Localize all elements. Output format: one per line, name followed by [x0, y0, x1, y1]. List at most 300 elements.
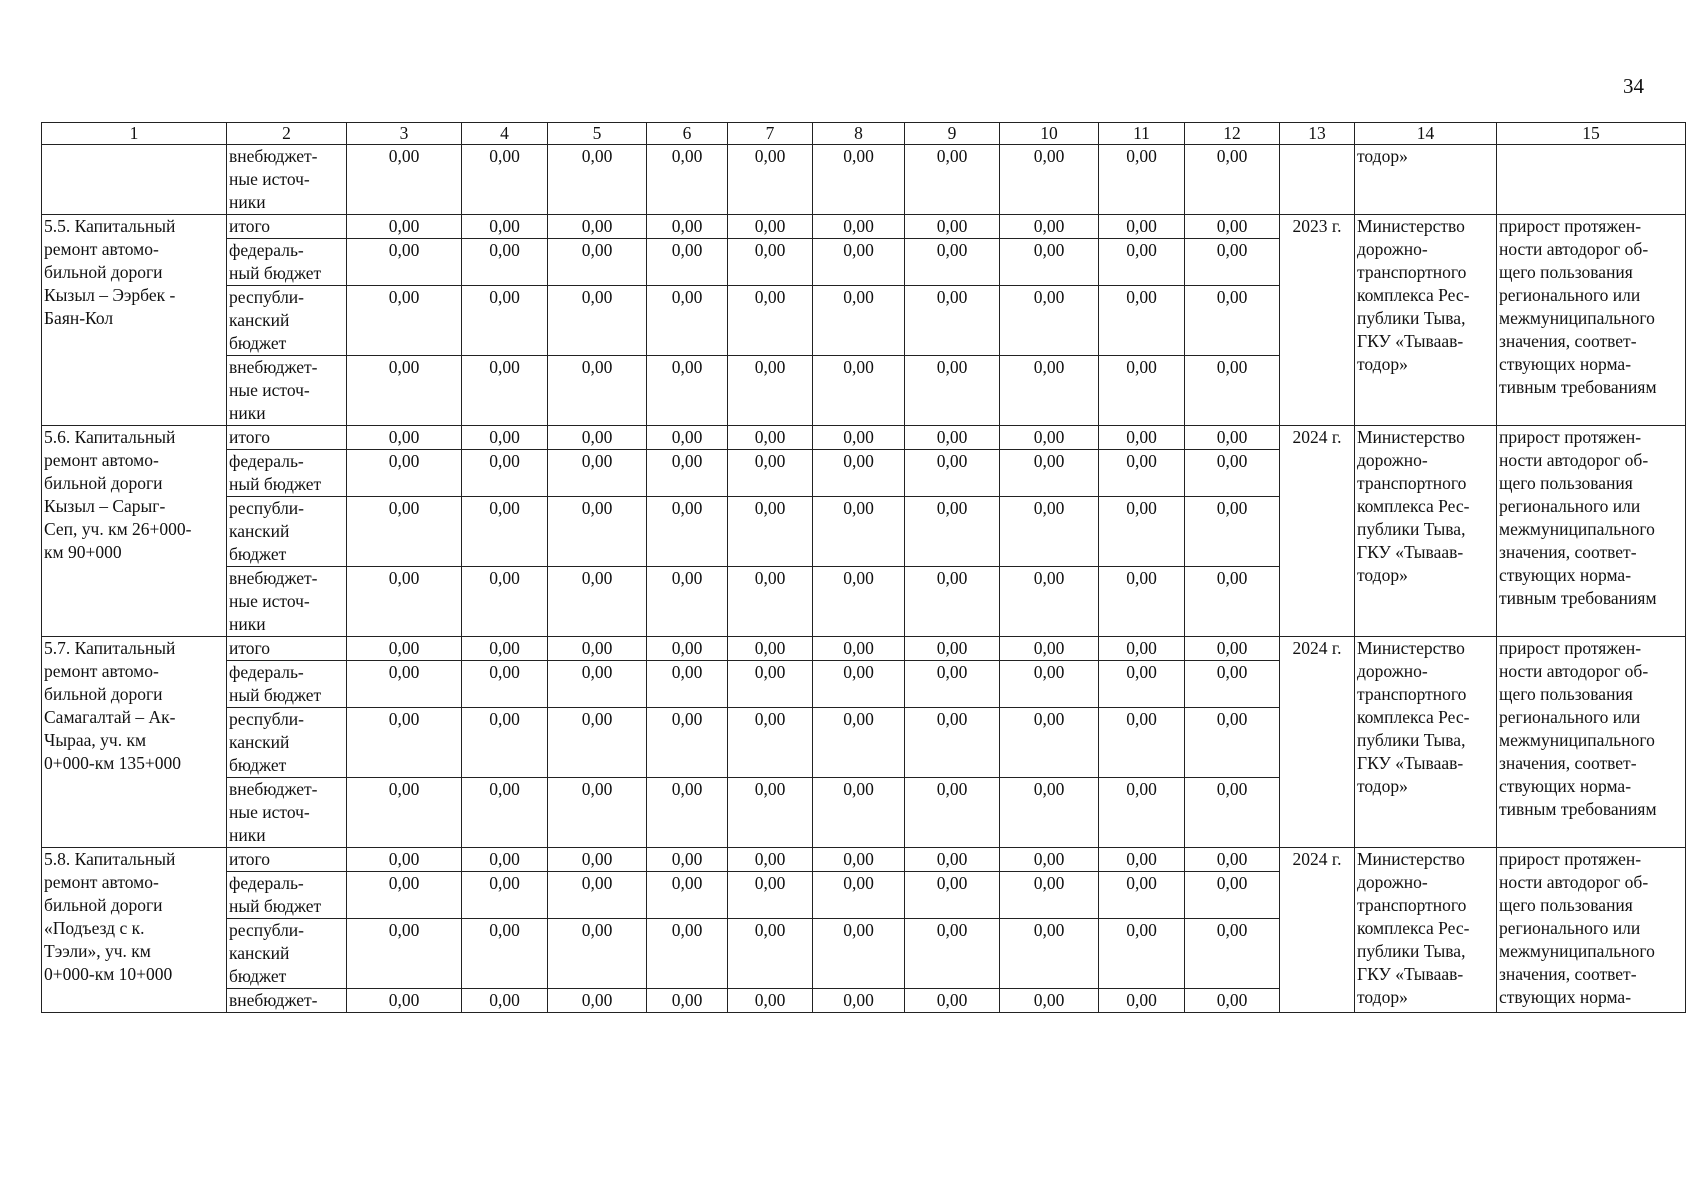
value-cell-col-8: 0,00: [813, 145, 905, 215]
value-cell-col-5: 0,00: [548, 848, 647, 872]
value-cell-col-7: 0,00: [728, 215, 813, 239]
text-line: тодор»: [1357, 776, 1408, 796]
value-cell-col-6: 0,00: [647, 215, 728, 239]
value-cell-col-8: 0,00: [813, 239, 905, 286]
value-cell-col-11: 0,00: [1099, 989, 1185, 1013]
value-cell-col-3: 0,00: [347, 286, 462, 356]
text-line: значения, соответ-: [1499, 331, 1637, 351]
value-cell-col-4: 0,00: [462, 215, 548, 239]
value-cell-col-3: 0,00: [347, 848, 462, 872]
text-line: ности автодорог об-: [1499, 450, 1649, 470]
text-line: ный бюджет: [229, 263, 322, 283]
value-cell-col-6: 0,00: [647, 426, 728, 450]
text-line: ГКУ «Тываав-: [1357, 542, 1464, 562]
goal-cell: [1497, 637, 1686, 848]
value-cell-col-3: 0,00: [347, 661, 462, 708]
value-cell-col-4: 0,00: [462, 450, 548, 497]
value-cell-col-9: 0,00: [905, 637, 1000, 661]
value-cell-col-7: 0,00: [728, 637, 813, 661]
funding-source-cell: [227, 239, 347, 286]
text-line: ремонт автомо-: [44, 872, 159, 892]
value-cell-col-12: 0,00: [1185, 426, 1280, 450]
value-cell-col-10: 0,00: [1000, 497, 1099, 567]
budget-table: [41, 122, 1686, 1013]
value-cell-col-10: 0,00: [1000, 450, 1099, 497]
value-cell-col-3: 0,00: [347, 215, 462, 239]
value-cell-col-12: 0,00: [1185, 848, 1280, 872]
value-cell-col-12: 0,00: [1185, 239, 1280, 286]
column-number-6: 6: [647, 123, 728, 145]
text-line: комплекса Рес-: [1357, 707, 1470, 727]
value-cell-col-9: 0,00: [905, 778, 1000, 848]
value-cell-col-12: 0,00: [1185, 215, 1280, 239]
value-cell-col-6: 0,00: [647, 567, 728, 637]
event-title-cell: [42, 215, 227, 426]
table-row: [42, 215, 1686, 239]
text-line: регионального или: [1499, 496, 1641, 516]
value-cell-col-5: 0,00: [548, 145, 647, 215]
text-line: тивным требованиям: [1499, 799, 1657, 819]
text-line: Министерство: [1357, 216, 1465, 236]
value-cell-col-3: 0,00: [347, 637, 462, 661]
value-cell-col-4: 0,00: [462, 145, 548, 215]
column-number-1: 1: [42, 123, 227, 145]
value-cell-col-12: 0,00: [1185, 919, 1280, 989]
text-line: комплекса Рес-: [1357, 918, 1470, 938]
text-line: итого: [229, 638, 271, 658]
text-line: канский: [229, 310, 290, 330]
text-line: внебюджет-: [229, 357, 318, 377]
text-line: прирост протяжен-: [1499, 216, 1642, 236]
value-cell-col-9: 0,00: [905, 567, 1000, 637]
value-cell-col-5: 0,00: [548, 637, 647, 661]
table-row: [42, 426, 1686, 450]
funding-source-cell: [227, 989, 347, 1013]
text-line: Министерство: [1357, 849, 1465, 869]
text-line: ствующих норма-: [1499, 565, 1632, 585]
value-cell-col-3: 0,00: [347, 989, 462, 1013]
value-cell-col-11: 0,00: [1099, 356, 1185, 426]
text-line: тодор»: [1357, 565, 1408, 585]
text-line: бюджет: [229, 755, 287, 775]
text-line: Министерство: [1357, 427, 1465, 447]
text-line: транспортного: [1357, 262, 1467, 282]
value-cell-col-5: 0,00: [548, 426, 647, 450]
value-cell-col-4: 0,00: [462, 708, 548, 778]
value-cell-col-4: 0,00: [462, 356, 548, 426]
funding-source-cell: [227, 708, 347, 778]
value-cell-col-12: 0,00: [1185, 872, 1280, 919]
text-line: дорожно-: [1357, 661, 1428, 681]
value-cell-col-8: 0,00: [813, 215, 905, 239]
value-cell-col-7: 0,00: [728, 567, 813, 637]
value-cell-col-10: 0,00: [1000, 872, 1099, 919]
column-number-14: 14: [1355, 123, 1497, 145]
value-cell-col-7: 0,00: [728, 919, 813, 989]
value-cell-col-12: 0,00: [1185, 450, 1280, 497]
value-cell-col-12: 0,00: [1185, 708, 1280, 778]
text-line: межмуниципального: [1499, 730, 1655, 750]
text-line: тодор»: [1357, 354, 1408, 374]
text-line: щего пользования: [1499, 473, 1633, 493]
text-line: ники: [229, 614, 266, 634]
text-line: ники: [229, 192, 266, 212]
text-line: дорожно-: [1357, 239, 1428, 259]
text-line: ные источ-: [229, 169, 310, 189]
text-line: ные источ-: [229, 802, 310, 822]
text-line: щего пользования: [1499, 895, 1633, 915]
responsible-org-cell: [1355, 426, 1497, 637]
value-cell-col-12: 0,00: [1185, 286, 1280, 356]
value-cell-col-4: 0,00: [462, 426, 548, 450]
value-cell-col-5: 0,00: [548, 450, 647, 497]
value-cell-col-4: 0,00: [462, 567, 548, 637]
value-cell-col-6: 0,00: [647, 286, 728, 356]
value-cell-col-6: 0,00: [647, 919, 728, 989]
value-cell-col-7: 0,00: [728, 778, 813, 848]
value-cell-col-5: 0,00: [548, 356, 647, 426]
text-line: дорожно-: [1357, 872, 1428, 892]
value-cell-col-5: 0,00: [548, 239, 647, 286]
funding-source-cell: [227, 919, 347, 989]
value-cell-col-6: 0,00: [647, 661, 728, 708]
column-number-2: 2: [227, 123, 347, 145]
value-cell-col-5: 0,00: [548, 708, 647, 778]
value-cell-col-4: 0,00: [462, 239, 548, 286]
value-cell-col-5: 0,00: [548, 497, 647, 567]
funding-source-cell: [227, 778, 347, 848]
value-cell-col-10: 0,00: [1000, 708, 1099, 778]
value-cell-col-5: 0,00: [548, 661, 647, 708]
value-cell-col-6: 0,00: [647, 497, 728, 567]
text-line: ствующих норма-: [1499, 776, 1632, 796]
text-line: 0+000-км 10+000: [44, 964, 173, 984]
text-line: ГКУ «Тываав-: [1357, 964, 1464, 984]
text-line: транспортного: [1357, 895, 1467, 915]
value-cell-col-7: 0,00: [728, 661, 813, 708]
value-cell-col-8: 0,00: [813, 567, 905, 637]
value-cell-col-4: 0,00: [462, 661, 548, 708]
column-number-15: 15: [1497, 123, 1686, 145]
text-line: ремонт автомо-: [44, 239, 159, 259]
text-line: бюджет: [229, 333, 287, 353]
value-cell-col-10: 0,00: [1000, 989, 1099, 1013]
text-line: комплекса Рес-: [1357, 285, 1470, 305]
text-line: значения, соответ-: [1499, 753, 1637, 773]
funding-source-cell: [227, 872, 347, 919]
text-line: межмуниципального: [1499, 308, 1655, 328]
value-cell-col-7: 0,00: [728, 286, 813, 356]
value-cell-col-3: 0,00: [347, 239, 462, 286]
value-cell-col-11: 0,00: [1099, 661, 1185, 708]
responsible-org-cell: [1355, 637, 1497, 848]
text-line: публики Тыва,: [1357, 730, 1466, 750]
value-cell-col-3: 0,00: [347, 497, 462, 567]
text-line: 5.7. Капитальный: [44, 638, 176, 658]
text-line: межмуниципального: [1499, 941, 1655, 961]
value-cell-col-10: 0,00: [1000, 145, 1099, 215]
text-line: внебюджет-: [229, 990, 318, 1010]
text-line: дорожно-: [1357, 450, 1428, 470]
goal-cell: [1497, 215, 1686, 426]
text-line: бильной дороги: [44, 262, 163, 282]
value-cell-col-9: 0,00: [905, 426, 1000, 450]
column-number-13: 13: [1280, 123, 1355, 145]
value-cell-col-10: 0,00: [1000, 848, 1099, 872]
value-cell-col-9: 0,00: [905, 239, 1000, 286]
value-cell-col-6: 0,00: [647, 637, 728, 661]
value-cell-col-3: 0,00: [347, 708, 462, 778]
value-cell-col-4: 0,00: [462, 919, 548, 989]
funding-source-cell: [227, 215, 347, 239]
text-line: ности автодорог об-: [1499, 872, 1649, 892]
value-cell-col-4: 0,00: [462, 848, 548, 872]
column-number-5: 5: [548, 123, 647, 145]
text-line: внебюджет-: [229, 146, 318, 166]
value-cell-col-4: 0,00: [462, 872, 548, 919]
table-row: [42, 145, 1686, 215]
value-cell-col-7: 0,00: [728, 848, 813, 872]
value-cell-col-5: 0,00: [548, 567, 647, 637]
value-cell-col-7: 0,00: [728, 239, 813, 286]
text-line: ности автодорог об-: [1499, 239, 1649, 259]
value-cell-col-4: 0,00: [462, 497, 548, 567]
text-line: щего пользования: [1499, 262, 1633, 282]
page-number: 34: [1623, 74, 1644, 98]
value-cell-col-6: 0,00: [647, 872, 728, 919]
text-line: ГКУ «Тываав-: [1357, 331, 1464, 351]
text-line: Баян-Кол: [44, 308, 114, 328]
value-cell-col-10: 0,00: [1000, 637, 1099, 661]
text-line: ники: [229, 403, 266, 423]
text-line: республи-: [229, 920, 304, 940]
value-cell-col-12: 0,00: [1185, 778, 1280, 848]
text-line: Кызыл – Ээрбек -: [44, 285, 176, 305]
value-cell-col-4: 0,00: [462, 989, 548, 1013]
value-cell-col-4: 0,00: [462, 778, 548, 848]
text-line: тивным требованиям: [1499, 588, 1657, 608]
text-line: бильной дороги: [44, 684, 163, 704]
text-line: 5.5. Капитальный: [44, 216, 176, 236]
text-line: ремонт автомо-: [44, 661, 159, 681]
funding-source-cell: [227, 426, 347, 450]
column-number-3: 3: [347, 123, 462, 145]
empty-cell: [42, 145, 227, 215]
text-line: ники: [229, 825, 266, 845]
value-cell-col-10: 0,00: [1000, 661, 1099, 708]
text-line: федераль-: [229, 662, 304, 682]
value-cell-col-11: 0,00: [1099, 778, 1185, 848]
text-line: регионального или: [1499, 707, 1641, 727]
value-cell-col-11: 0,00: [1099, 145, 1185, 215]
text-line: Министерство: [1357, 638, 1465, 658]
value-cell-col-8: 0,00: [813, 872, 905, 919]
text-line: бюджет: [229, 966, 287, 986]
value-cell-col-9: 0,00: [905, 872, 1000, 919]
value-cell-col-11: 0,00: [1099, 497, 1185, 567]
value-cell-col-8: 0,00: [813, 708, 905, 778]
funding-source-cell: [227, 637, 347, 661]
text-line: Чыраа, уч. км: [44, 730, 147, 750]
year-cell: 2024 г.: [1280, 848, 1355, 1013]
text-line: Самагалтай – Ак-: [44, 707, 176, 727]
value-cell-col-6: 0,00: [647, 450, 728, 497]
text-line: федераль-: [229, 240, 304, 260]
text-line: ствующих норма-: [1499, 354, 1632, 374]
value-cell-col-7: 0,00: [728, 450, 813, 497]
text-line: ный бюджет: [229, 474, 322, 494]
text-line: «Подъезд с к.: [44, 918, 145, 938]
value-cell-col-7: 0,00: [728, 145, 813, 215]
value-cell-col-11: 0,00: [1099, 286, 1185, 356]
text-line: регионального или: [1499, 918, 1641, 938]
year-cell: 2024 г.: [1280, 637, 1355, 848]
value-cell-col-11: 0,00: [1099, 426, 1185, 450]
value-cell-col-6: 0,00: [647, 145, 728, 215]
column-number-7: 7: [728, 123, 813, 145]
value-cell-col-9: 0,00: [905, 919, 1000, 989]
text-line: канский: [229, 943, 290, 963]
value-cell-col-6: 0,00: [647, 778, 728, 848]
text-line: транспортного: [1357, 684, 1467, 704]
text-line: федераль-: [229, 873, 304, 893]
value-cell-col-7: 0,00: [728, 872, 813, 919]
responsible-org-cell: [1355, 848, 1497, 1013]
value-cell-col-3: 0,00: [347, 426, 462, 450]
year-cell: 2024 г.: [1280, 426, 1355, 637]
column-number-9: 9: [905, 123, 1000, 145]
value-cell-col-4: 0,00: [462, 286, 548, 356]
text-line: комплекса Рес-: [1357, 496, 1470, 516]
value-cell-col-6: 0,00: [647, 356, 728, 426]
text-line: прирост протяжен-: [1499, 849, 1642, 869]
text-line: Кызыл – Сарыг-: [44, 496, 166, 516]
value-cell-col-11: 0,00: [1099, 239, 1185, 286]
funding-source-cell: [227, 497, 347, 567]
text-line: внебюджет-: [229, 779, 318, 799]
value-cell-col-11: 0,00: [1099, 919, 1185, 989]
value-cell-col-7: 0,00: [728, 356, 813, 426]
value-cell-col-4: 0,00: [462, 637, 548, 661]
year-cell: [1280, 145, 1355, 215]
text-line: канский: [229, 521, 290, 541]
value-cell-col-12: 0,00: [1185, 145, 1280, 215]
value-cell-col-9: 0,00: [905, 286, 1000, 356]
text-line: канский: [229, 732, 290, 752]
value-cell-col-10: 0,00: [1000, 356, 1099, 426]
text-line: Сеп, уч. км 26+000-: [44, 519, 192, 539]
value-cell-col-8: 0,00: [813, 286, 905, 356]
text-line: бильной дороги: [44, 473, 163, 493]
value-cell-col-8: 0,00: [813, 497, 905, 567]
responsible-org-cell: [1355, 145, 1497, 215]
value-cell-col-11: 0,00: [1099, 567, 1185, 637]
text-line: бильной дороги: [44, 895, 163, 915]
value-cell-col-5: 0,00: [548, 778, 647, 848]
text-line: транспортного: [1357, 473, 1467, 493]
text-line: ремонт автомо-: [44, 450, 159, 470]
value-cell-col-10: 0,00: [1000, 239, 1099, 286]
table-row: [42, 848, 1686, 872]
value-cell-col-9: 0,00: [905, 708, 1000, 778]
text-line: ности автодорог об-: [1499, 661, 1649, 681]
text-line: итого: [229, 849, 271, 869]
text-line: прирост протяжен-: [1499, 638, 1642, 658]
text-line: ствующих норма-: [1499, 987, 1632, 1007]
value-cell-col-8: 0,00: [813, 637, 905, 661]
value-cell-col-8: 0,00: [813, 426, 905, 450]
value-cell-col-11: 0,00: [1099, 215, 1185, 239]
responsible-org-cell: [1355, 215, 1497, 426]
text-line: ГКУ «Тываав-: [1357, 753, 1464, 773]
value-cell-col-12: 0,00: [1185, 497, 1280, 567]
column-number-8: 8: [813, 123, 905, 145]
value-cell-col-5: 0,00: [548, 286, 647, 356]
value-cell-col-11: 0,00: [1099, 848, 1185, 872]
value-cell-col-3: 0,00: [347, 567, 462, 637]
text-line: регионального или: [1499, 285, 1641, 305]
text-line: 5.6. Капитальный: [44, 427, 176, 447]
text-line: 5.8. Капитальный: [44, 849, 176, 869]
table-row: [42, 637, 1686, 661]
value-cell-col-9: 0,00: [905, 356, 1000, 426]
value-cell-col-8: 0,00: [813, 848, 905, 872]
value-cell-col-5: 0,00: [548, 919, 647, 989]
value-cell-col-3: 0,00: [347, 778, 462, 848]
goal-cell: [1497, 848, 1686, 1013]
text-line: итого: [229, 427, 271, 447]
value-cell-col-10: 0,00: [1000, 919, 1099, 989]
text-line: итого: [229, 216, 271, 236]
value-cell-col-3: 0,00: [347, 356, 462, 426]
value-cell-col-12: 0,00: [1185, 567, 1280, 637]
column-number-11: 11: [1099, 123, 1185, 145]
text-line: тодор»: [1357, 987, 1408, 1007]
funding-source-cell: [227, 286, 347, 356]
column-number-row: [42, 123, 1686, 145]
text-line: республи-: [229, 498, 304, 518]
value-cell-col-12: 0,00: [1185, 989, 1280, 1013]
text-line: публики Тыва,: [1357, 941, 1466, 961]
value-cell-col-7: 0,00: [728, 497, 813, 567]
value-cell-col-9: 0,00: [905, 989, 1000, 1013]
value-cell-col-6: 0,00: [647, 708, 728, 778]
event-title-cell: [42, 848, 227, 1013]
value-cell-col-8: 0,00: [813, 450, 905, 497]
value-cell-col-9: 0,00: [905, 661, 1000, 708]
text-line: республи-: [229, 709, 304, 729]
value-cell-col-12: 0,00: [1185, 661, 1280, 708]
text-line: республи-: [229, 287, 304, 307]
value-cell-col-8: 0,00: [813, 661, 905, 708]
text-line: прирост протяжен-: [1499, 427, 1642, 447]
value-cell-col-12: 0,00: [1185, 637, 1280, 661]
year-cell: 2023 г.: [1280, 215, 1355, 426]
table-header: [42, 123, 1686, 145]
value-cell-col-8: 0,00: [813, 919, 905, 989]
value-cell-col-3: 0,00: [347, 145, 462, 215]
text-line: федераль-: [229, 451, 304, 471]
event-title-cell: [42, 637, 227, 848]
text-line: ные источ-: [229, 591, 310, 611]
funding-source-cell: [227, 567, 347, 637]
text-line: ный бюджет: [229, 685, 322, 705]
value-cell-col-6: 0,00: [647, 848, 728, 872]
value-cell-col-10: 0,00: [1000, 567, 1099, 637]
text-line: публики Тыва,: [1357, 308, 1466, 328]
value-cell-col-6: 0,00: [647, 239, 728, 286]
text-line: ные источ-: [229, 380, 310, 400]
